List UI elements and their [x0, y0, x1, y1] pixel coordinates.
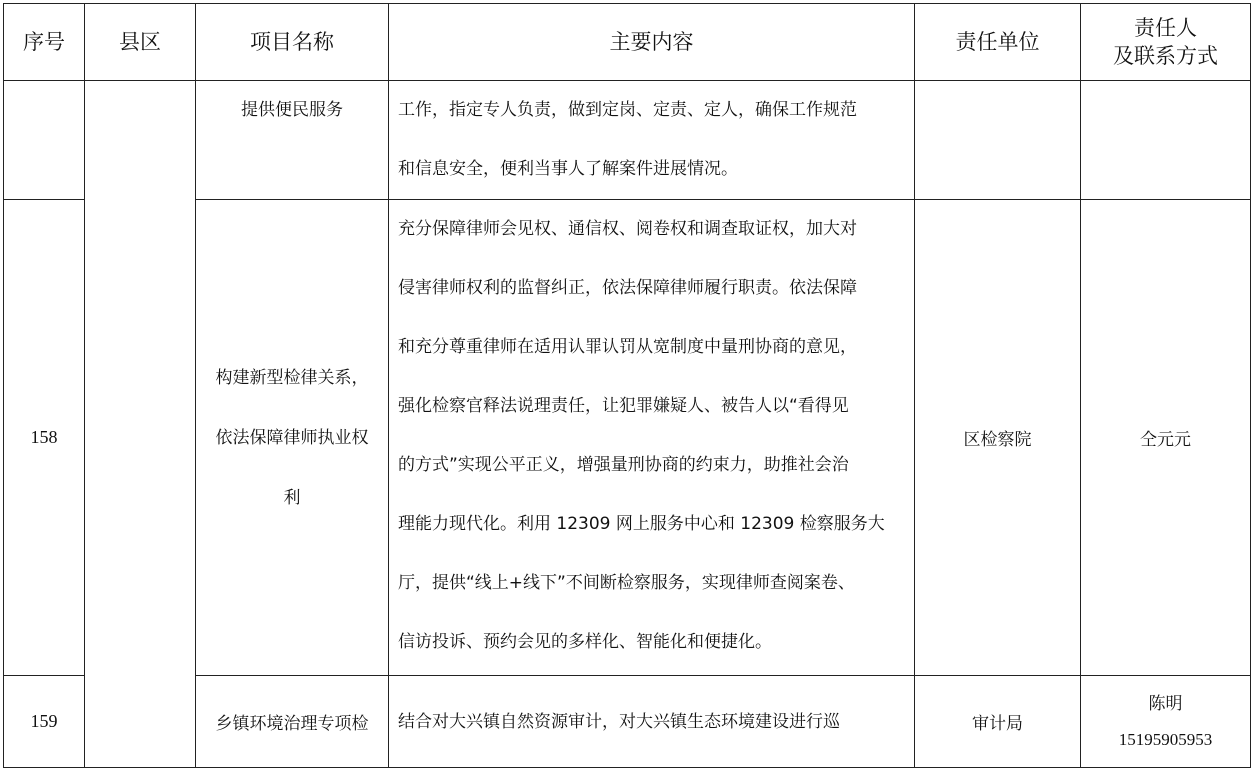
header-seq: 序号	[4, 4, 85, 81]
work-items-table	[3, 3, 1251, 768]
content-line: 和充分尊重律师在适用认罪认罚从宽制度中量刑协商的意见，	[398, 337, 857, 357]
row-unit: 审计局	[915, 676, 1081, 768]
row-project	[196, 200, 389, 676]
content-line: 信访投诉、预约会见的多样化、智能化和便捷化。	[398, 632, 772, 652]
row-seq: 158	[4, 200, 85, 676]
header-person	[1081, 4, 1251, 81]
content-line: 厅，提供“线上+线下”不间断检察服务，实现律师查阅案卷、	[398, 573, 855, 593]
row-seq: 159	[4, 676, 85, 768]
row-content	[389, 81, 915, 200]
row-person	[1081, 676, 1251, 768]
header-county: 县区	[85, 4, 196, 81]
project-line: 利	[283, 487, 301, 508]
content-line: 理能力现代化。利用 12309 网上服务中心和 12309 检察服务大	[398, 514, 885, 534]
content-line: 充分保障律师会见权、通信权、阅卷权和调查取证权，加大对	[398, 219, 857, 239]
row-project: 提供便民服务	[196, 81, 389, 200]
header-person-line1: 责任人	[1134, 16, 1197, 40]
row-content	[389, 676, 915, 768]
row-person: 仝元元	[1081, 200, 1251, 676]
header-project: 项目名称	[196, 4, 389, 81]
header-person-line2: 及联系方式	[1113, 44, 1218, 68]
content-line: 强化检察官释法说理责任，让犯罪嫌疑人、被告人以“看得见	[398, 396, 849, 416]
table-row	[4, 81, 1251, 200]
row-unit: 区检察院	[915, 200, 1081, 676]
table-header-row	[4, 4, 1251, 81]
content-line: 和信息安全，便利当事人了解案件进展情况。	[398, 159, 738, 179]
row-unit	[915, 81, 1081, 200]
content-line: 侵害律师权利的监督纠正，依法保障律师履行职责。依法保障	[398, 278, 857, 298]
header-content: 主要内容	[389, 4, 915, 81]
person-phone: 15195905953	[1118, 729, 1213, 749]
row-person	[1081, 81, 1251, 200]
person-name: 陈明	[1148, 693, 1183, 714]
row-county-merged	[85, 81, 196, 768]
project-line: 依法保障律师执业权	[215, 427, 369, 448]
content-line: 的方式”实现公平正义，增强量刑协商的约束力，助推社会治	[398, 455, 849, 475]
row-project: 乡镇环境治理专项检	[196, 676, 389, 768]
header-unit: 责任单位	[915, 4, 1081, 81]
content-line: 工作，指定专人负责，做到定岗、定责、定人，确保工作规范	[398, 100, 857, 120]
project-line: 构建新型检律关系，	[215, 367, 369, 388]
content-line: 结合对大兴镇自然资源审计，对大兴镇生态环境建设进行巡	[398, 711, 840, 732]
row-content	[389, 200, 915, 676]
row-seq	[4, 81, 85, 200]
